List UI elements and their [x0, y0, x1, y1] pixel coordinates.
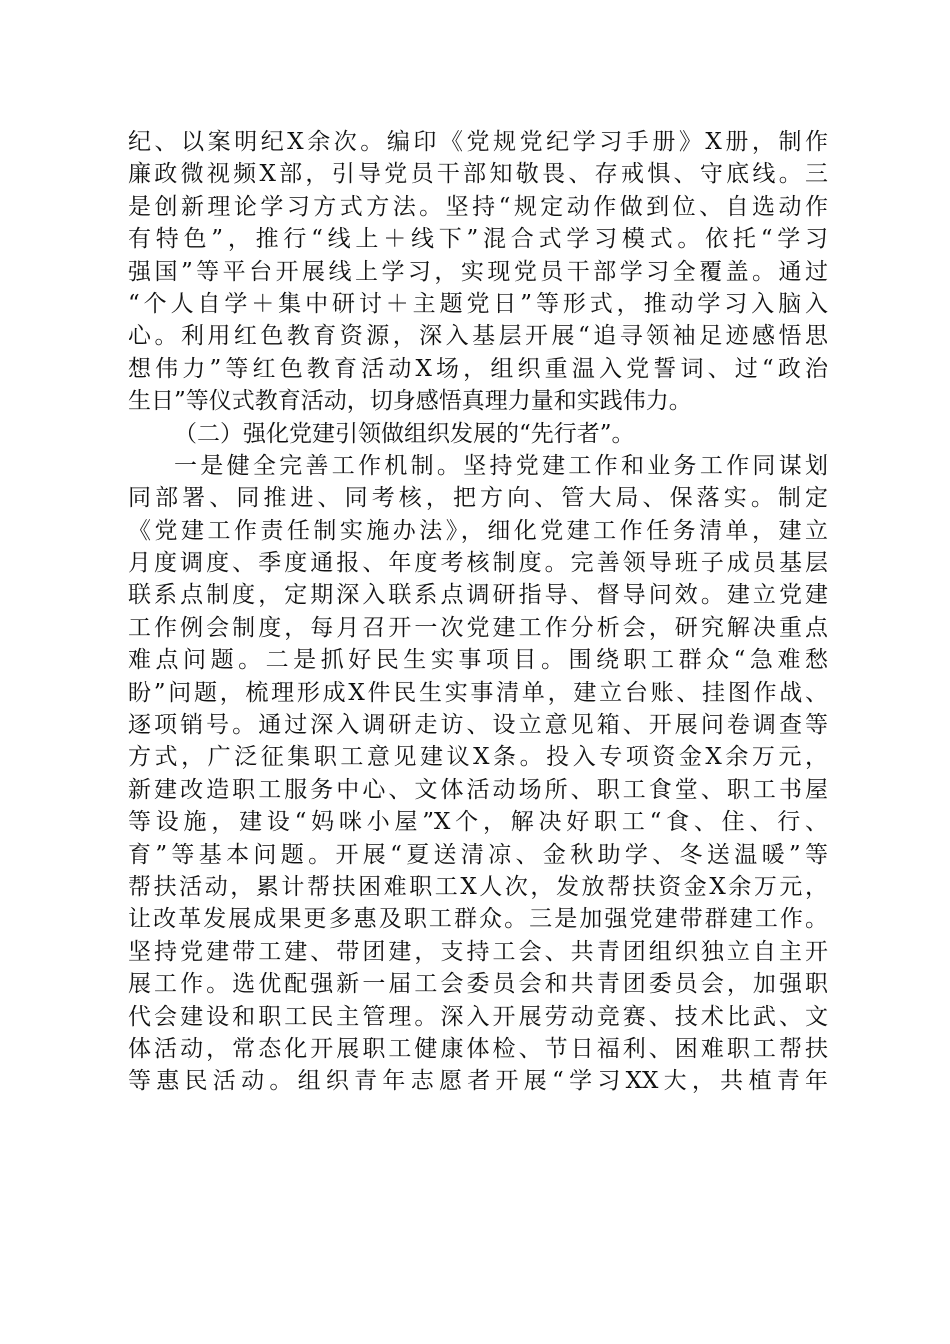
text-line: 工作例会制度，每月召开一次党建工作分析会，研究解决重点 [128, 614, 828, 641]
text-line: 想伟力”等红色教育活动X场，组织重温入党誓词、过“政治 [128, 355, 828, 382]
text-line: 廉政微视频X部，引导党员干部知敬畏、存戒惧、守底线。三 [128, 161, 828, 188]
text-line: 帮扶活动，累计帮扶困难职工X人次，发放帮扶资金X余万元， [128, 873, 828, 900]
text-line: 《党建工作责任制实施办法》，细化党建工作任务清单，建立 [128, 517, 828, 544]
text-line: 体活动，常态化开展职工健康体检、节日福利、困难职工帮扶 [128, 1035, 828, 1062]
text-line: 难点问题。二是抓好民生实事项目。围绕职工群众“急难愁 [128, 647, 828, 674]
text-line: 育”等基本问题。开展“夏送清凉、金秋助学、冬送温暖”等 [128, 841, 828, 868]
text-line: 逐项销号。通过深入调研走访、设立意见箱、开展问卷调查等 [128, 712, 828, 739]
text-line: 代会建设和职工民主管理。深入开展劳动竞赛、技术比武、文 [128, 1003, 828, 1030]
text-line: 等惠民活动。组织青年志愿者开展“学习XX大，共植青年 [128, 1068, 828, 1095]
text-line: 月度调度、季度通报、年度考核制度。完善领导班子成员基层 [128, 550, 828, 577]
paragraph-1 [128, 126, 828, 418]
section-heading: （二）强化党建引领做组织发展的“先行者”。 [174, 420, 635, 447]
text-line: 纪、以案明纪X余次。编印《党规党纪学习手册》X册，制作 [128, 129, 828, 155]
document-body [128, 126, 828, 1098]
text-line: 方式，广泛征集职工意见建议X条。投入专项资金X余万元， [128, 744, 828, 771]
text-line: 盼”问题，梳理形成X件民生实事清单，建立台账、挂图作战、 [128, 679, 828, 706]
text-line: 一是健全完善工作机制。坚持党建工作和业务工作同谋划 [174, 452, 828, 479]
text-line: 强国”等平台开展线上学习，实现党员干部学习全覆盖。通过 [128, 258, 828, 285]
text-line: 让改革发展成果更多惠及职工群众。三是加强党建带群建工作。 [128, 906, 828, 933]
text-line: “个人自学＋集中研讨＋主题党日”等形式，推动学习入脑入 [128, 290, 828, 317]
text-line: 是创新理论学习方式方法。坚持“规定动作做到位、自选动作 [128, 193, 828, 220]
text-line: 展工作。选优配强新一届工会委员会和共青团委员会，加强职 [128, 971, 828, 998]
paragraph-2 [128, 450, 828, 1098]
text-line: 生日”等仪式教育活动，切身感悟真理力量和实践伟力。 [128, 388, 692, 415]
text-line: 联系点制度，定期深入联系点调研指导、督导问效。建立党建 [128, 582, 828, 609]
text-line: 心。利用红色教育资源，深入基层开展“追寻领袖足迹感悟思 [128, 323, 828, 350]
text-line: 同部署、同推进、同考核，把方向、管大局、保落实。制定 [128, 485, 828, 512]
text-line: 等设施，建设“妈咪小屋”X个，解决好职工“食、住、行、 [128, 809, 828, 836]
text-line: 新建改造职工服务中心、文体活动场所、职工食堂、职工书屋 [128, 776, 828, 803]
text-line: 坚持党建带工建、带团建，支持工会、共青团组织独立自主开 [128, 938, 828, 965]
text-line: 有特色”，推行“线上＋线下”混合式学习模式。依托“学习 [128, 226, 828, 253]
